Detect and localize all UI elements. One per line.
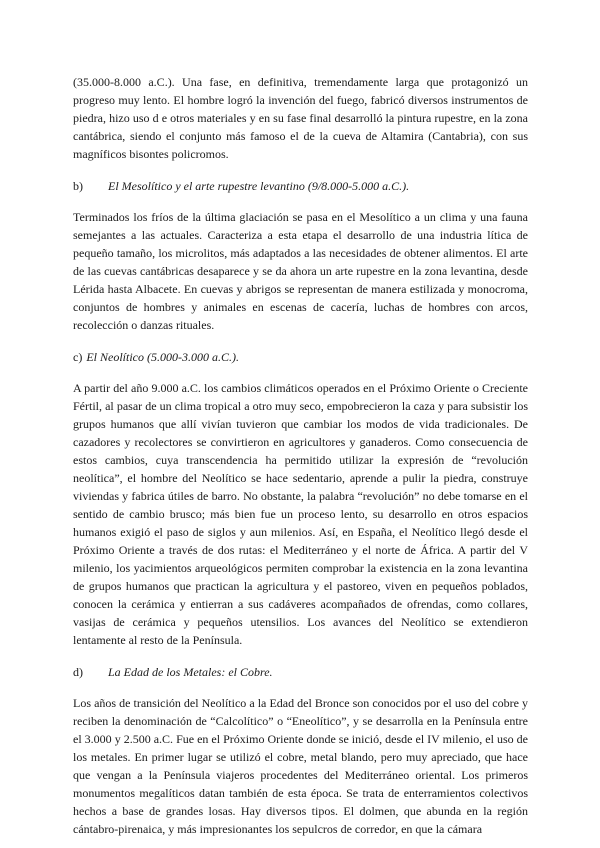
heading-marker: d) — [73, 665, 83, 679]
heading-title: El Mesolítico y el arte rupestre levantino (9/8.000-5.000 a.C.). — [108, 179, 410, 193]
heading-metals — [73, 663, 528, 681]
heading-title: La Edad de los Metales: el Cobre. — [108, 665, 273, 679]
paragraph-neolithic: A partir del año 9.000 a.C. los cambios climáticos operados en el Próximo Oriente o Creciente Fértil, al pasar de un clima tropical a otro muy seco, empobrecieron la caza y para subsistir los grupos humanos que allí vivían tuvieron que cambiar los modos de vida tradicionales. De cazadores y recolectores se convirtieron en agricultores y ganaderos. Como consecuencia de estos cambios, cuya transcendencia ha permitido utilizar la expresión de “revolución neolítica”, el hombre del Neolítico se hace sedentario, aprende a pulir la piedra, construye viviendas y fabrica útiles de barro. No obstante, la palabra “revolución” no debe tomarse en el sentido de cambio brusco; más bien fue un proceso lento, su desarrollo en otros espacios humanos exigió el paso de siglos y aun milenios. Así, en España, el Neolítico llegó desde el Próximo Oriente a través de dos rutas: el Mediterráneo y el norte de África. A partir del V milenio, los yacimientos arqueológicos permiten comprobar la existencia en la zona levantina de grupos humanos que practican la agricultura y el pastoreo, viven en pequeños poblados, conocen la cerámica y entierran a sus cadáveres acompañados de ofrendas, como collares, vasijas de cerámica y pequeños utensilios. Los avances del Neolítico se extendieron lentamente al resto de la Península. — [73, 381, 528, 647]
paragraph-mesolithic: Terminados los fríos de la última glaciación se pasa en el Mesolítico a un clima y una fauna semejantes a las actuales. Caracteriza a esta etapa el desarrollo de una industria lítica de pequeño tamaño, los microlitos, más adaptados a las necesidades de obtener alimentos. El arte de las cuevas cantábricas desaparece y se da ahora un arte rupestre en la zona levantina, desde Lérida hasta Albacete. En cuevas y abrigos se representan de manera estilizada y monocroma, conjuntos de hombres y animales en escenas de cacería, luchas de hombres con arcos, recolección o danzas rituales. — [73, 210, 528, 332]
paragraph-paleolithic: (35.000-8.000 a.C.). Una fase, en definitiva, tremendamente larga que protagonizó un progreso muy lento. El hombre logró la invención del fuego, fabricó diversos instrumentos de piedra, hizo uso d e otros materiales y en su fase final desarrolló la pintura rupestre, en la zona cantábrica, siendo el conjunto más famoso el de la cueva de Altamira (Cantabria), con sus magníficos bisontes policromos. — [73, 75, 528, 161]
heading-marker: b) — [73, 179, 83, 193]
heading-neolithic — [73, 348, 528, 366]
heading-mesolithic — [73, 177, 528, 195]
heading-title: El Neolítico (5.000-3.000 a.C.). — [86, 350, 239, 364]
page-content — [73, 73, 528, 838]
heading-marker: c) — [73, 350, 83, 364]
paragraph-metals: Los años de transición del Neolítico a la Edad del Bronce son conocidos por el uso del cobre y reciben la denominación de “Calcolítico” o “Eneolítico”, y se desarrolla en la Península entre el 3.000 y 2.500 a.C. Fue en el Próximo Oriente donde se inició, desde el IV milenio, el uso de los metales. En primer lugar se utilizó el cobre, metal blando, pero muy apreciado, que hace que vengan a la Península viajeros procedentes del Mediterráneo oriental. Los primeros monumentos megalíticos datan también de esta época. Se trata de enterramientos colectivos hechos a base de grandes losas. Hay diversos tipos. El dolmen, que abunda en la región cántabro-pirenaica, y más impresionantes los sepulcros de corredor, en que la cámara — [73, 696, 528, 836]
